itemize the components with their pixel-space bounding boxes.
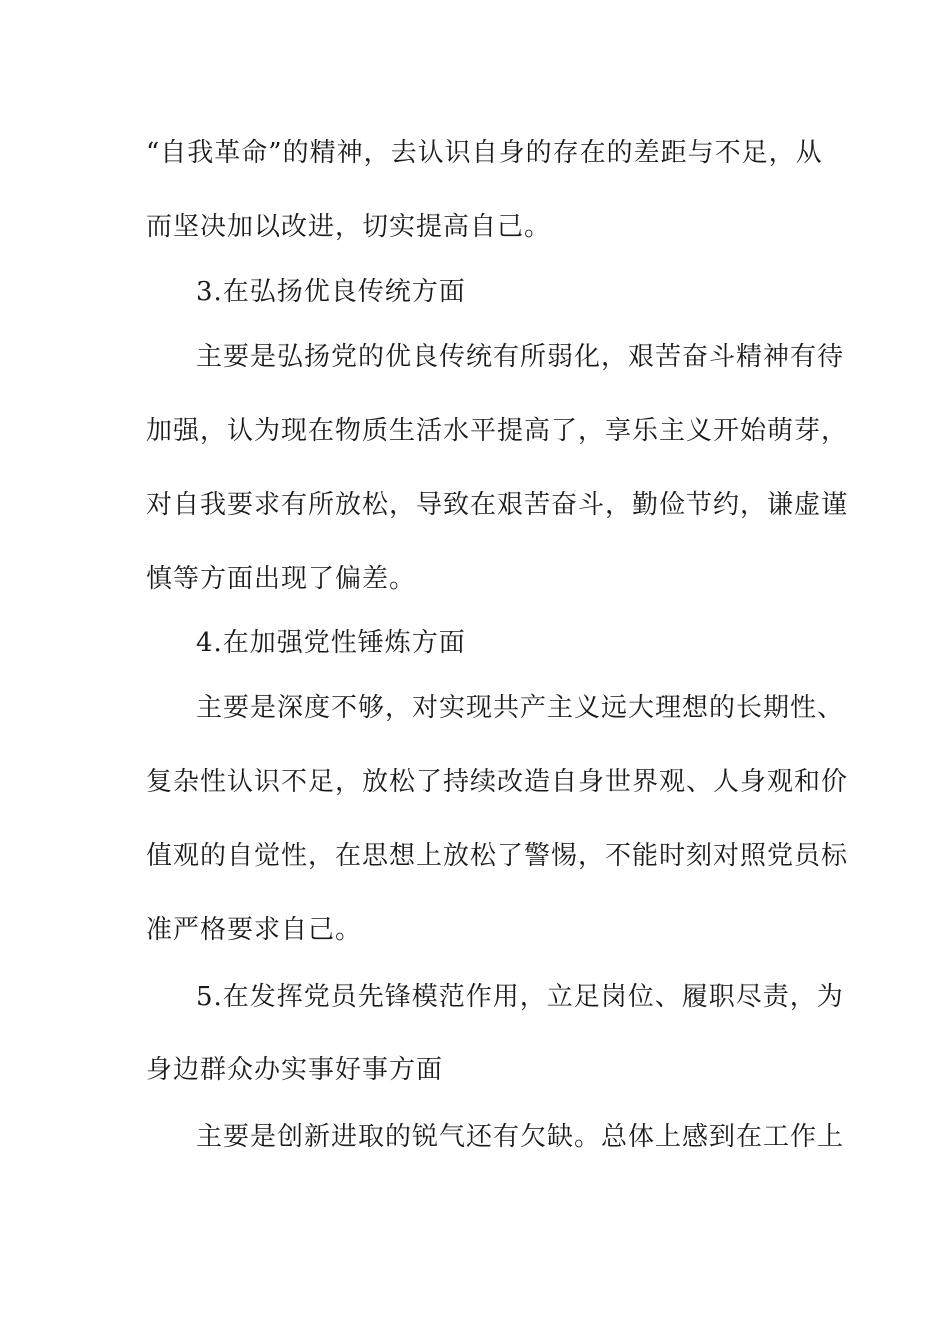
section-heading-5: 5.在发挥党员先锋模范作用，立足岗位、履职尽责，为	[196, 982, 844, 1012]
text-line: 而坚决加以改进，切实提高自己。	[146, 212, 552, 242]
text-line: 加强，认为现在物质生活水平提高了，享乐主义开始萌芽，	[146, 416, 849, 446]
text-line: 主要是弘扬党的优良传统有所弱化，艰苦奋斗精神有待	[196, 342, 845, 372]
text-line: 值观的自觉性，在思想上放松了警惕，不能时刻对照党员标	[146, 841, 849, 871]
section-heading-4: 4.在加强党性锤炼方面	[196, 628, 466, 658]
text-line: 复杂性认识不足，放松了持续改造自身世界观、人身观和价	[146, 767, 849, 797]
section-heading-3: 3.在弘扬优良传统方面	[196, 277, 466, 307]
text-line: 对自我要求有所放松，导致在艰苦奋斗，勤俭节约，谦虚谨	[146, 490, 849, 520]
text-line: “自我革命”的精神，去认识自身的存在的差距与不足，从	[146, 138, 823, 168]
text-line: 准严格要求自己。	[146, 915, 363, 945]
text-line: 慎等方面出现了偏差。	[146, 564, 417, 594]
section-heading-5-continued: 身边群众办实事好事方面	[146, 1055, 444, 1085]
text-line: 主要是深度不够，对实现共产主义远大理想的长期性、	[196, 693, 845, 723]
text-line: 主要是创新进取的锐气还有欠缺。总体上感到在工作上	[196, 1122, 845, 1152]
